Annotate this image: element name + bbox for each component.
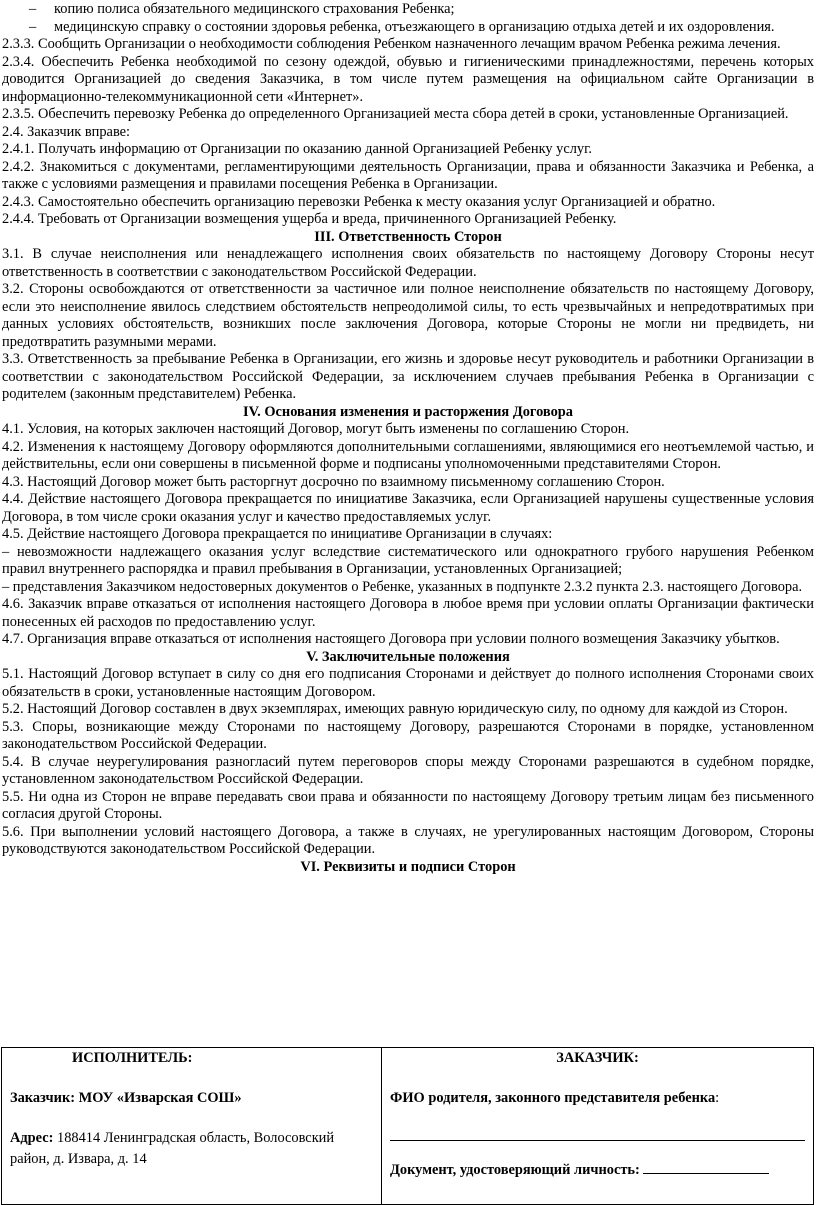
fio-colon: : bbox=[715, 1090, 720, 1106]
address-label: Адрес: bbox=[10, 1130, 54, 1146]
list-item bbox=[0, 1, 816, 19]
requisites-table bbox=[1, 1047, 814, 1205]
fio-signature-line[interactable] bbox=[390, 1139, 805, 1141]
section-6-title: VI. Реквизиты и подписи Сторон bbox=[300, 858, 516, 875]
executor-heading: ИСПОЛНИТЕЛЬ: bbox=[72, 1050, 193, 1066]
clause-4-1: 4.1. Условия, на которых заключен настоящий Договор, могут быть изменены по соглашению Сторон. bbox=[2, 421, 630, 437]
clause-2-4-1: 2.4.1. Получать информацию от Организации по оказанию данной Организацией Ребенку услуг. bbox=[2, 141, 592, 157]
executor-address bbox=[10, 1128, 373, 1170]
clause-4-7: 4.7. Организация вправе отказаться от исполнения настоящего Договора при условии полного возмещения Заказчику убытков. bbox=[2, 631, 780, 647]
dash-marker: – bbox=[29, 1, 37, 17]
clause-4-4: 4.4. Действие настоящего Договора прекращается по инициативе Заказчика, если Организацией нарушены существенные условия Договора, в том числе сроки оказания услуг и качество предоставляемых услуг. bbox=[2, 491, 814, 525]
customer-fio bbox=[390, 1088, 805, 1109]
customer-heading: ЗАКАЗЧИК: bbox=[556, 1050, 639, 1066]
document-signature-line[interactable] bbox=[643, 1159, 769, 1174]
clause-2-4-2: 2.4.2. Знакомиться с документами, регламентирующими деятельность Организации, права и обязанности Заказчика и Ребенка, а также с условиями размещения и правилами посещения Ребенка в Организации. bbox=[2, 158, 814, 192]
customer-cell bbox=[382, 1048, 814, 1205]
clause-4-5-item-1: – невозможности надлежащего оказания услуг вследствие систематического или однократного грубого нарушения Ребенком правил внутреннего распорядка и правил пребывания в Организации, установленных Организацией; bbox=[2, 543, 814, 577]
executor-customer-name: Заказчик: МОУ «Изварская СОШ» bbox=[10, 1090, 242, 1106]
section-3-title: III. Ответственность Сторон bbox=[314, 228, 502, 245]
clause-5-5: 5.5. Ни одна из Сторон не вправе передавать свои права и обязанности по настоящему Договору третьим лицам без письменного согласия другой Стороны. bbox=[2, 788, 814, 822]
list-item-text: копию полиса обязательного медицинского страхования Ребенка; bbox=[54, 1, 455, 17]
clause-5-4: 5.4. В случае неурегулирования разногласий путем переговоров споры между Сторонами разрешаются в судебном порядке, установленном законодательством Российской Федерации. bbox=[2, 753, 814, 787]
document-label: Документ, удостоверяющий личность: bbox=[390, 1162, 640, 1178]
clause-2-4: 2.4. Заказчик вправе: bbox=[2, 123, 131, 140]
clause-3-3: 3.3. Ответственность за пребывание Ребенка в Организации, его жизнь и здоровье несут руководитель и работники Организации в соответствии с законодательством Российской Федерации, за исключением случаев пребывания Ребенка в Организации с родителем (законным представителем) Ребенка. bbox=[2, 351, 814, 402]
list-item bbox=[0, 19, 816, 37]
clause-2-3-3: 2.3.3. Сообщить Организации о необходимости соблюдения Ребенком назначенного лечащим врачом Ребенка режима лечения. bbox=[2, 36, 781, 52]
clause-4-3: 4.3. Настоящий Договор может быть расторгнут досрочно по взаимному письменному соглашению Сторон. bbox=[2, 473, 665, 490]
clause-4-2: 4.2. Изменения к настоящему Договору оформляются дополнительными соглашениями, являющимися его неотъемлемой частью, и действительны, если они совершены в письменной форме и подписаны уполномоченными представителями Сторон. bbox=[2, 438, 814, 472]
clause-5-1: 5.1. Настоящий Договор вступает в силу со дня его подписания Сторонами и действует до полного исполнения Сторонами своих обязательств в сроки, установленные настоящим Договором. bbox=[2, 666, 814, 700]
clause-3-1: 3.1. В случае неисполнения или ненадлежащего исполнения своих обязательств по настоящему Договору Стороны несут ответственность в соответствии с законодательством Российской Федерации. bbox=[2, 246, 814, 280]
dash-marker: – bbox=[29, 18, 37, 35]
customer-document bbox=[390, 1159, 805, 1181]
clause-2-3-4: 2.3.4. Обеспечить Ребенка необходимой по сезону одеждой, обувью и гигиеническими принадлежностями, перечень которых доводится Организацией до сведения Заказчика, в том числе путем размещения на официальном сайте Организации в информационно-телекоммуникационной сети «Интернет». bbox=[2, 53, 814, 105]
clause-2-4-4: 2.4.4. Требовать от Организации возмещения ущерба и вреда, причиненного Организацией Ребенку. bbox=[2, 211, 617, 227]
list-item-text: медицинскую справку о состоянии здоровья ребенка, отъезжающего в организацию отдыха детей и их оздоровления. bbox=[54, 18, 775, 35]
clause-4-5-item-2: – представления Заказчиком недостоверных документов о Ребенке, указанных в подпункте 2.3.2 пункта 2.3. настоящего Договора. bbox=[2, 578, 803, 595]
executor-cell bbox=[2, 1048, 382, 1205]
section-5-title: V. Заключительные положения bbox=[306, 648, 510, 665]
clause-2-3-5: 2.3.5. Обеспечить перевозку Ребенка до определенного Организацией места сбора детей в сроки, установленные Организацией. bbox=[2, 106, 789, 122]
section-4-title: IV. Основания изменения и расторжения Договора bbox=[242, 403, 573, 420]
clause-4-5: 4.5. Действие настоящего Договора прекращается по инициативе Организации в случаях: bbox=[2, 526, 553, 542]
fio-label: ФИО родителя, законного представителя ребенка bbox=[390, 1090, 716, 1106]
clause-5-2: 5.2. Настоящий Договор составлен в двух экземплярах, имеющих равную юридическую силу, по одному для каждой из Сторон. bbox=[2, 701, 788, 717]
clause-4-6: 4.6. Заказчик вправе отказаться от исполнения настоящего Договора в любое время при условии оплаты Организации фактически понесенных ей расходов по предоставлению услуг. bbox=[2, 596, 814, 630]
address-value: 188414 Ленинградская область, Волосовский район, д. Извара, д. 14 bbox=[10, 1130, 335, 1167]
fio-line-row bbox=[390, 1127, 805, 1148]
clause-2-4-3: 2.4.3. Самостоятельно обеспечить организацию перевозки Ребенка к месту оказания услуг Организацией и обратно. bbox=[2, 193, 716, 210]
clause-3-2: 3.2. Стороны освобождаются от ответственности за частичное или полное неисполнение обязательств по настоящему Договору, если это неисполнение явилось следствием обстоятельств непреодолимой силы, то есть чрезвычайных и непредотвратимых при данных условиях обстоятельств, возникших после заключения Договора, которые Стороны не могли ни предвидеть, ни предотвратить разумными мерами. bbox=[2, 281, 814, 350]
clause-5-6: 5.6. При выполнении условий настоящего Договора, а также в случаях, не урегулированных настоящим Договором, Стороны руководствуются законодательством Российской Федерации. bbox=[2, 823, 814, 857]
clause-5-3: 5.3. Споры, возникающие между Сторонами по настоящему Договору, разрешаются Сторонами в порядке, установленном законодательством Российской Федерации. bbox=[2, 718, 814, 752]
